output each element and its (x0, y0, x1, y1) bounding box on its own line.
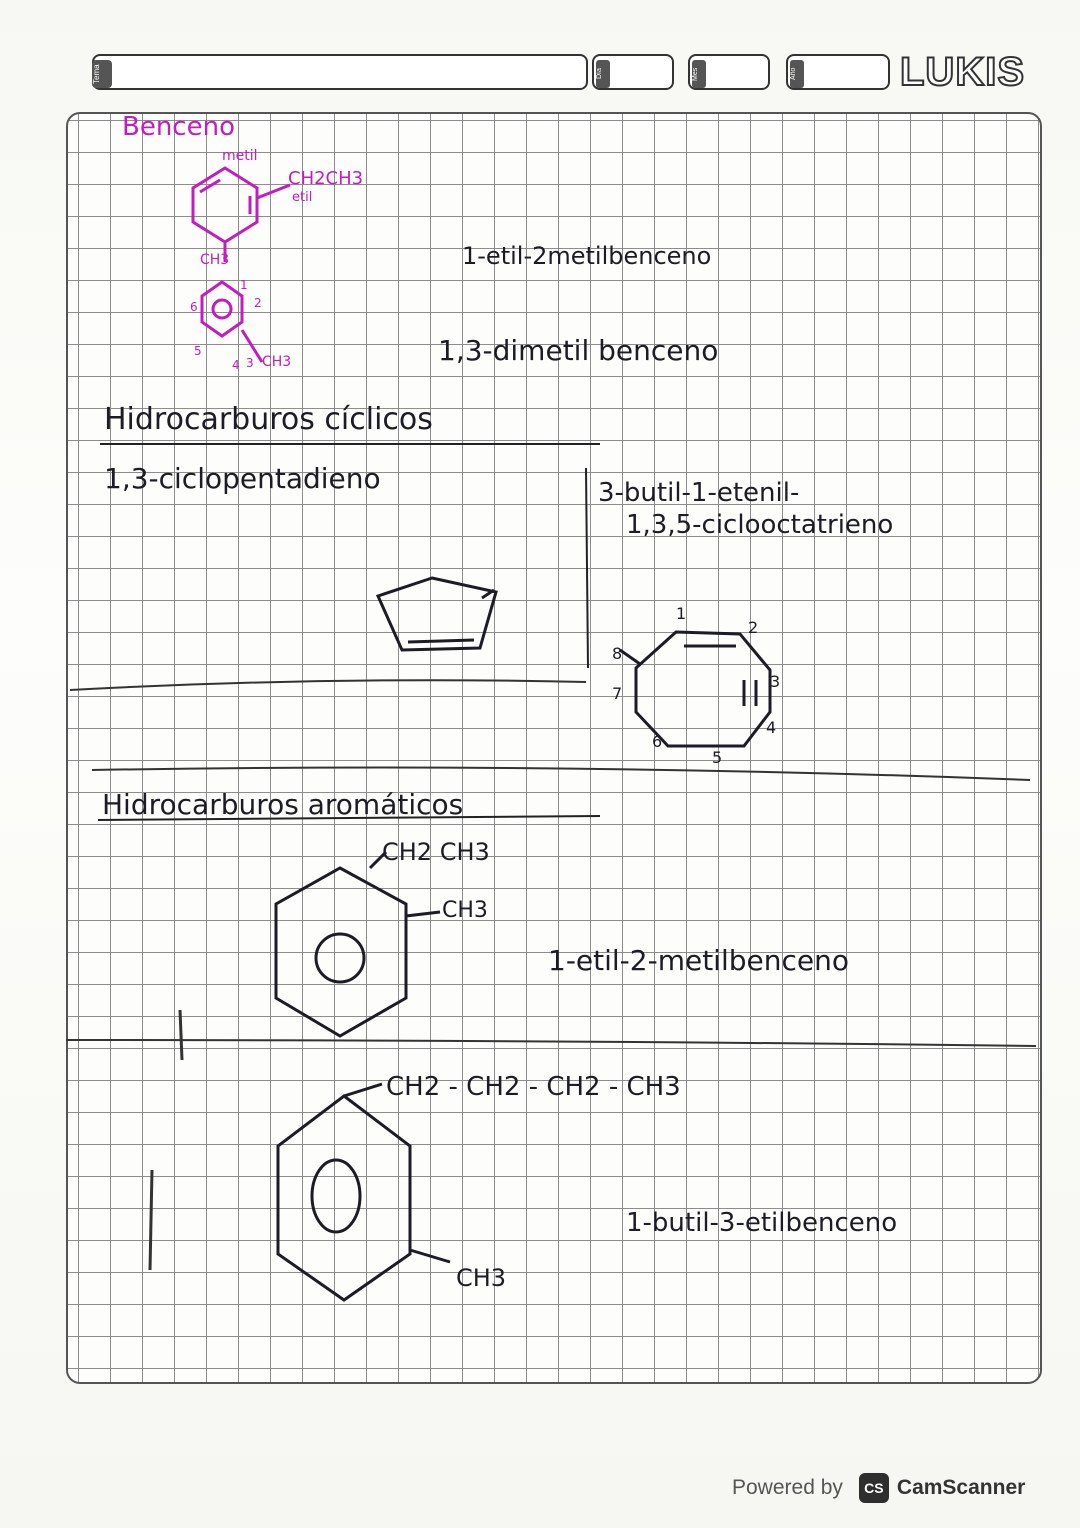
cyclopentadiene-drawing (378, 578, 496, 650)
heading-cyclic: Hidrocarburos cíclicos (104, 402, 433, 437)
compound-name-2: 1,3-dimetil benceno (438, 334, 719, 367)
camscanner-footer (732, 1470, 1062, 1506)
camscanner-icon: CS (859, 1473, 889, 1503)
octa-number-4: 4 (766, 718, 777, 737)
ethyl-chain-label: CH2 CH3 (382, 838, 490, 866)
tema-label: Tema (92, 60, 112, 88)
octa-number-1: 1 (676, 604, 687, 623)
cyclooctatriene-name-2: 1,3,5-ciclooctatrieno (626, 510, 894, 540)
octa-number-5: 5 (712, 748, 723, 767)
column-divider (586, 468, 588, 668)
ring-number-1: 1 (240, 278, 248, 292)
octa-number-8: 8 (612, 644, 623, 663)
ring-number-3: 3 (246, 356, 254, 370)
methyl-sub-label-2: CH3 (456, 1264, 507, 1292)
section-divider-1 (70, 680, 586, 690)
margin-mark-2 (150, 1170, 152, 1270)
cyclopentadiene-name: 1,3-ciclopentadieno (104, 462, 381, 495)
cyclooctatriene-drawing (620, 632, 770, 746)
ring-number-6: 6 (190, 300, 198, 314)
cyclooctatriene-name-1: 3-butil-1-etenil- (598, 478, 800, 508)
compound-name-4: 1-butil-3-etilbenceno (626, 1208, 898, 1238)
margin-mark-1 (180, 1010, 182, 1060)
ring-number-2: 2 (254, 296, 262, 310)
octa-number-3: 3 (770, 672, 781, 691)
brand-logo: LUKIS (900, 50, 1025, 94)
heading-aromatic: Hidrocarburos aromáticos (102, 788, 464, 821)
mes-label: Mes (692, 60, 706, 88)
metil-note: metil (222, 148, 258, 164)
octa-number-6: 6 (652, 732, 663, 751)
benzene-2-drawing (278, 1084, 450, 1300)
benzene-1-drawing (276, 852, 440, 1036)
pink-small-benzene-drawing (202, 282, 262, 362)
dia-label: Día (596, 60, 610, 88)
octa-number-7: 7 (612, 684, 623, 703)
section-divider-2 (92, 768, 1030, 780)
section-divider-3 (66, 1040, 1036, 1046)
powered-by-text: Powered by (732, 1476, 843, 1499)
ch3-pink-bottom: CH3 (262, 354, 292, 370)
etil-note: etil (292, 190, 313, 205)
compound-name-1: 1-etil-2metilbenceno (462, 242, 712, 270)
ch3-pink-top: CH3 (200, 252, 230, 268)
ring-number-5: 5 (194, 344, 202, 358)
compound-name-3: 1-etil-2-metilbenceno (548, 944, 849, 977)
etil-group-label: CH2CH3 (288, 168, 364, 189)
camscanner-name: CamScanner (896, 1476, 1026, 1499)
benceno-title: Benceno (122, 112, 235, 142)
ring-number-4: 4 (232, 358, 240, 372)
pink-benzene-ring-drawing (193, 168, 290, 262)
ano-label: Año (790, 60, 804, 88)
octa-number-2: 2 (748, 618, 759, 637)
methyl-sub-label: CH3 (442, 898, 488, 923)
butyl-chain-label: CH2 - CH2 - CH2 - CH3 (386, 1072, 681, 1102)
